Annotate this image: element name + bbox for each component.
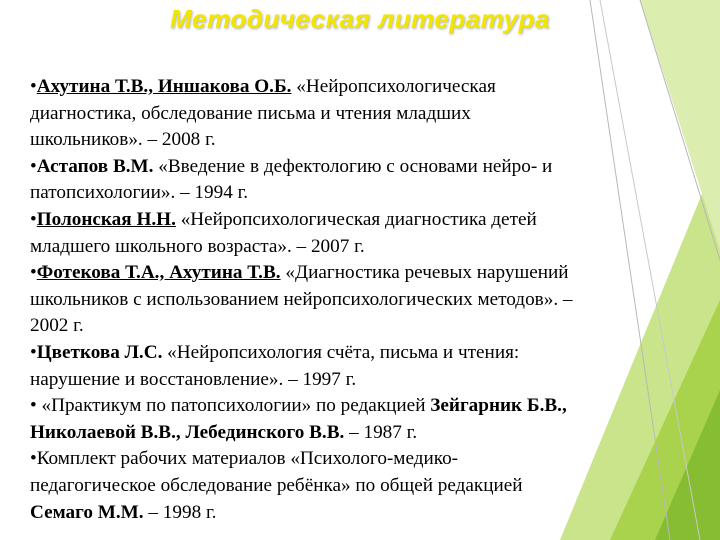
- item-text: – 1987 г.: [344, 421, 418, 443]
- author: Семаго М.М.: [30, 501, 144, 523]
- author: Зейгарник Б.В., Николаевой В.В., Лебединского В.В.: [30, 395, 567, 443]
- author: Цветкова Л.С.: [36, 341, 163, 363]
- list-item: [30, 340, 575, 393]
- author: Полонская Н.Н.: [36, 208, 176, 230]
- item-text: «Диагностика речевых нарушений школьников с использованием нейропсихологических методов». – 2002 г.: [30, 262, 573, 337]
- list-item: [30, 154, 575, 207]
- slide-title: Методическая литература: [169, 4, 551, 34]
- bullet: •: [30, 262, 37, 284]
- literature-list: [30, 74, 575, 526]
- item-text: «Практикум по патопсихологии» по редакцией: [36, 395, 431, 417]
- list-item: [30, 74, 575, 154]
- bullet: •: [30, 76, 37, 97]
- item-text: – 1998 г.: [143, 501, 217, 523]
- bullet: •: [30, 448, 37, 470]
- item-text: «Введение в дефектологию с основами нейро- и патопсихологии». – 1994 г.: [30, 155, 553, 204]
- bullet: •: [30, 341, 37, 363]
- list-item: [30, 260, 575, 340]
- author: Фотекова Т.А., Ахутина Т.В.: [36, 262, 281, 284]
- author: Астапов В.М.: [36, 155, 154, 177]
- author: Ахутина Т.В., Иншакова О.Б.: [36, 76, 292, 97]
- item-text: «Нейропсихологическая диагностика детей младшего школьного возраста». – 2007 г.: [30, 208, 537, 257]
- item-text: Комплект рабочих материалов «Психолого-медико-педагогическое обследование ребёнка» по общей редакцией: [30, 448, 523, 496]
- list-item: [30, 393, 575, 446]
- list-item: [30, 207, 575, 260]
- item-text: «Нейропсихология счёта, письма и чтения: нарушение и восстановление». – 1997 г.: [30, 341, 520, 390]
- list-item: [30, 446, 575, 526]
- bullet: •: [30, 155, 37, 177]
- bullet: •: [30, 395, 37, 417]
- item-text: «Нейропсихологическая диагностика, обследование письма и чтения младших школьников». – 2008 г.: [30, 76, 496, 151]
- bullet: •: [30, 208, 37, 230]
